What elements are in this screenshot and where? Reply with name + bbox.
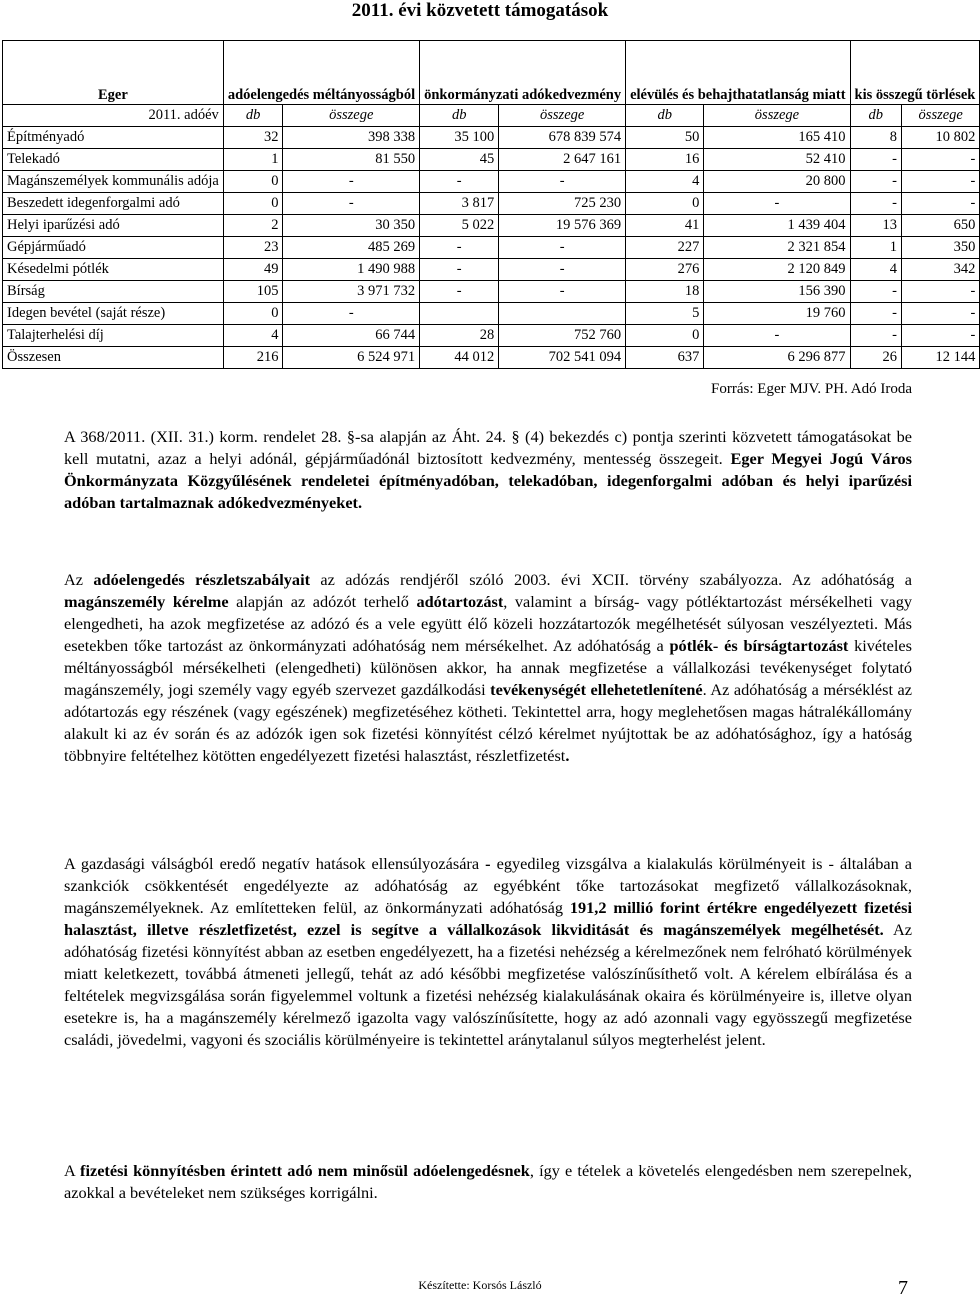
table-cell: - <box>499 259 626 281</box>
table-cell: 50 <box>626 127 704 149</box>
table-cell: 45 <box>420 149 499 171</box>
table-cell: - <box>704 325 850 347</box>
header-adoelengedes: adóelengedés méltányosságból <box>223 41 419 105</box>
table-cell: 12 144 <box>902 347 980 369</box>
table-cell: - <box>902 325 980 347</box>
row-label: Késedelmi pótlék <box>3 259 224 281</box>
table-row <box>3 127 980 149</box>
subheader-osszege: összege <box>704 105 850 127</box>
table-cell: 165 410 <box>704 127 850 149</box>
table-cell: 32 <box>223 127 283 149</box>
table-cell: 4 <box>626 171 704 193</box>
table-cell: - <box>902 303 980 325</box>
table-cell: - <box>499 171 626 193</box>
table-cell: 66 744 <box>283 325 420 347</box>
page-title: 2011. évi közvetett támogatások <box>351 0 609 21</box>
table-cell: - <box>704 193 850 215</box>
subheader-db: db <box>223 105 283 127</box>
table-cell: 8 <box>850 127 901 149</box>
table-cell: 0 <box>223 193 283 215</box>
p2-bold: adóelengedés részletszabályait <box>93 570 311 589</box>
table-cell: 350 <box>902 237 980 259</box>
table-cell: - <box>283 171 420 193</box>
table-cell: - <box>850 303 901 325</box>
row-label: Bírság <box>3 281 224 303</box>
table-cell: 3 971 732 <box>283 281 420 303</box>
table-cell: - <box>420 281 499 303</box>
table-row <box>3 237 980 259</box>
p2-bold: magánszemély kérelme <box>64 592 229 611</box>
row-label: Gépjárműadó <box>3 237 224 259</box>
table-cell: 5 <box>626 303 704 325</box>
table-cell: 678 839 574 <box>499 127 626 149</box>
table-row <box>3 149 980 171</box>
table-cell: 342 <box>902 259 980 281</box>
paragraph-2 <box>64 569 912 767</box>
header-adokedvezmeny: önkormányzati adókedvezmény <box>420 41 626 105</box>
p2-text: kivételes méltányosságból mérsékelheti (elengedheti) különösen akkor, ha annak megfizetése a vállalkozási tevékenységet folytató magánszemély, jogi személy vagy egyéb szervezet gazdálkodási <box>64 636 912 699</box>
footer-author: Készítette: Korsós László <box>418 1278 542 1292</box>
row-label: Építményadó <box>3 127 224 149</box>
p4-text: , így e tételek a követelés elengedésben nem szerepelnek, azokkal a bevételeket nem szükséges korrigálni. <box>64 1161 912 1202</box>
table-header-row <box>3 41 980 105</box>
table-cell: 2 321 854 <box>704 237 850 259</box>
table-cell: 18 <box>626 281 704 303</box>
table-cell: - <box>850 281 901 303</box>
table-cell: - <box>902 171 980 193</box>
row-label: Beszedett idegenforgalmi adó <box>3 193 224 215</box>
table-cell: 650 <box>902 215 980 237</box>
table-cell: 4 <box>223 325 283 347</box>
subheader-db: db <box>626 105 704 127</box>
table-cell: 20 800 <box>704 171 850 193</box>
p2-text: az adózás rendjéről szóló 2003. évi XCII. törvény szabályozza. Az adóhatóság a <box>310 570 912 589</box>
table-cell: - <box>420 259 499 281</box>
table-body <box>3 127 980 369</box>
row-label: Összesen <box>3 347 224 369</box>
table-cell: 6 296 877 <box>704 347 850 369</box>
table-cell: 156 390 <box>704 281 850 303</box>
table-cell: 23 <box>223 237 283 259</box>
p2-text: . Az adóhatóság a mérséklést az adótartozás egy részének (vagy egészének) megfizetéséhez kötheti. Tekintettel arra, hogy meglehetősen magas hátralékállomány alakult ki az év során és az adózók igen sok fizetési könnyítést célzó kérelmet nyújtottak be az adóhatósághoz, így a hatóság többnyire feltételhez kötötten engedélyezett fizetési halasztást, részletfizetést <box>64 680 912 765</box>
paragraph-3 <box>64 853 912 1051</box>
paragraph-1 <box>64 426 912 514</box>
table-cell: 2 647 161 <box>499 149 626 171</box>
table-cell: - <box>283 193 420 215</box>
p2-bold: pótlék- és bírságtartozást <box>669 636 849 655</box>
table-cell: 44 012 <box>420 347 499 369</box>
table-cell <box>499 303 626 325</box>
p2-text: , valamint a bírság- vagy pótléktartozást mérsékelheti vagy elengedheti, ha azok megfizetése az adózó és a vele együtt élő közeli hozzátartozók megélhetését súlyosan veszélyezteti. Más esetekben tőke tartozást az önkormányzati adóhatóság nem mérsékelhet. Az adóhatóság a <box>64 592 912 655</box>
table-cell: 19 760 <box>704 303 850 325</box>
row-label: Magánszemélyek kommunális adója <box>3 171 224 193</box>
p3-text: Az adóhatóság fizetési könnyítést abban az esetben engedélyezett, ha a fizetési nehézség a kérelmezőnek nem felróható körülmények miatt keletkezett, továbbá átmeneti jellegű, tehát az adó későbbi megfizetése valószínűsíthető volt. A kérelem elbírálása és a feltételek megvizsgálása során figyelemmel voltunk a fizetési nehézség kialakulásának okaira és körülményeire is, illetve olyan esetekre is, ha a magánszemély kérelmező igazolta vagy valószínűsítette, hogy az adó azonnali vagy egyösszegű megfizetése családi, jövedelmi, vagyoni és szociális körülményeire is tekintettel aránytalanul súlyos megterhelést jelent. <box>64 920 912 1049</box>
table-cell: - <box>902 193 980 215</box>
table-cell: 49 <box>223 259 283 281</box>
subheader-db: db <box>850 105 901 127</box>
p2-bold: . <box>565 746 570 765</box>
table-cell: 28 <box>420 325 499 347</box>
table-cell: - <box>850 171 901 193</box>
support-table <box>2 40 980 369</box>
p2-bold: adótartozást <box>416 592 504 611</box>
p4-text: A <box>64 1161 81 1180</box>
table-cell: 2 120 849 <box>704 259 850 281</box>
table-cell: 52 410 <box>704 149 850 171</box>
table-cell: - <box>850 149 901 171</box>
table-cell: 725 230 <box>499 193 626 215</box>
table-cell: 1 <box>850 237 901 259</box>
table-cell: 3 817 <box>420 193 499 215</box>
source-note: Forrás: Eger MJV. PH. Adó Iroda <box>711 381 912 397</box>
row-label: Talajterhelési díj <box>3 325 224 347</box>
p1-bold: Eger Megyei Jogú Város Önkormányzata Közgyűlésének rendeletei építményadóban, telekadóban, idegenforgalmi adóban és helyi iparűzési adóban tartalmaznak adókedvezményeket. <box>64 449 912 512</box>
table-cell: 1 <box>223 149 283 171</box>
table-cell: 0 <box>223 171 283 193</box>
table-cell: 26 <box>850 347 901 369</box>
table-cell: 35 100 <box>420 127 499 149</box>
table-row <box>3 303 980 325</box>
table-cell: 485 269 <box>283 237 420 259</box>
p3-bold: - <box>485 854 491 873</box>
table-cell: - <box>902 149 980 171</box>
subheader-osszege: összege <box>499 105 626 127</box>
table-subheader-row <box>3 105 980 127</box>
table-cell: 276 <box>626 259 704 281</box>
table-cell: - <box>283 303 420 325</box>
table-cell: - <box>850 193 901 215</box>
table-cell: 6 524 971 <box>283 347 420 369</box>
p3-text: egyedileg vizsgálva a kialakulás körülményeit is - általában a szankciók csökkentését engedélyezte az adóhatóság az egyébként tőke tartozásokat megfizető vállalkozásoknak, magánszemélyeknek. Az említetteken felül, az önkormányzati adóhatóság <box>64 854 912 917</box>
table-cell: 0 <box>626 325 704 347</box>
p3-text: A gazdasági válságból eredő negatív hatások ellensúlyozására <box>64 854 486 873</box>
header-eger: Eger <box>3 41 224 105</box>
table-cell: 4 <box>850 259 901 281</box>
table-row <box>3 215 980 237</box>
table-cell: 16 <box>626 149 704 171</box>
header-kis-osszegu: kis összegű törlések <box>850 41 980 105</box>
p2-text: Az <box>64 570 94 589</box>
table-cell: - <box>420 171 499 193</box>
table-cell: 0 <box>223 303 283 325</box>
row-label: Telekadó <box>3 149 224 171</box>
subheader-osszege: összege <box>902 105 980 127</box>
table-cell: 398 338 <box>283 127 420 149</box>
table-cell: 0 <box>626 193 704 215</box>
page-number: 7 <box>898 1277 908 1299</box>
table-row <box>3 347 980 369</box>
p1-text: A 368/2011. (XII. 31.) korm. rendelet 28. §-sa alapján az Áht. 24. § (4) bekezdés c) pontja szerinti közvetett támogatásokat be kell mutatni, azaz a helyi adónál, gépjárműadónál biztosított kedvezmény, mentesség összegeit. <box>64 427 912 468</box>
subheader-db: db <box>420 105 499 127</box>
table-cell: 5 022 <box>420 215 499 237</box>
p4-bold: fizetési könnyítésben érintett adó nem minősül adóelengedésnek <box>80 1161 530 1180</box>
table-cell <box>420 303 499 325</box>
table-cell: 10 802 <box>902 127 980 149</box>
row-label: Idegen bevétel (saját része) <box>3 303 224 325</box>
p3-bold: 191,2 millió forint értékre engedélyezett fizetési halasztást, illetve részletfizetést, ezzel is segítve a vállalkozások likviditását és magánszemélyek megélhetését. <box>64 898 912 939</box>
table-cell: 19 576 369 <box>499 215 626 237</box>
table-cell: 637 <box>626 347 704 369</box>
table-cell: - <box>499 237 626 259</box>
table-cell: 216 <box>223 347 283 369</box>
header-elevules: elévülés és behajthatatlanság miatt <box>626 41 850 105</box>
table-cell: 227 <box>626 237 704 259</box>
p2-bold: tevékenységét ellehetetlenítené <box>490 680 703 699</box>
table-row <box>3 193 980 215</box>
table-cell: 1 439 404 <box>704 215 850 237</box>
subheader-osszege: összege <box>283 105 420 127</box>
table-cell: 2 <box>223 215 283 237</box>
table-row <box>3 281 980 303</box>
table-cell: 81 550 <box>283 149 420 171</box>
table-cell: - <box>420 237 499 259</box>
table-cell: - <box>499 281 626 303</box>
table-cell: 30 350 <box>283 215 420 237</box>
table-cell: 13 <box>850 215 901 237</box>
table-row <box>3 171 980 193</box>
table-cell: - <box>902 281 980 303</box>
p2-text: alapján az adózót terhelő <box>228 592 417 611</box>
table-cell: 752 760 <box>499 325 626 347</box>
table-row <box>3 325 980 347</box>
table-row <box>3 259 980 281</box>
row-label: Helyi iparűzési adó <box>3 215 224 237</box>
paragraph-4 <box>64 1160 912 1204</box>
table-cell: 41 <box>626 215 704 237</box>
table-cell: - <box>850 325 901 347</box>
table-cell: 702 541 094 <box>499 347 626 369</box>
subheader-year: 2011. adóév <box>3 105 224 127</box>
table-cell: 105 <box>223 281 283 303</box>
table-cell: 1 490 988 <box>283 259 420 281</box>
